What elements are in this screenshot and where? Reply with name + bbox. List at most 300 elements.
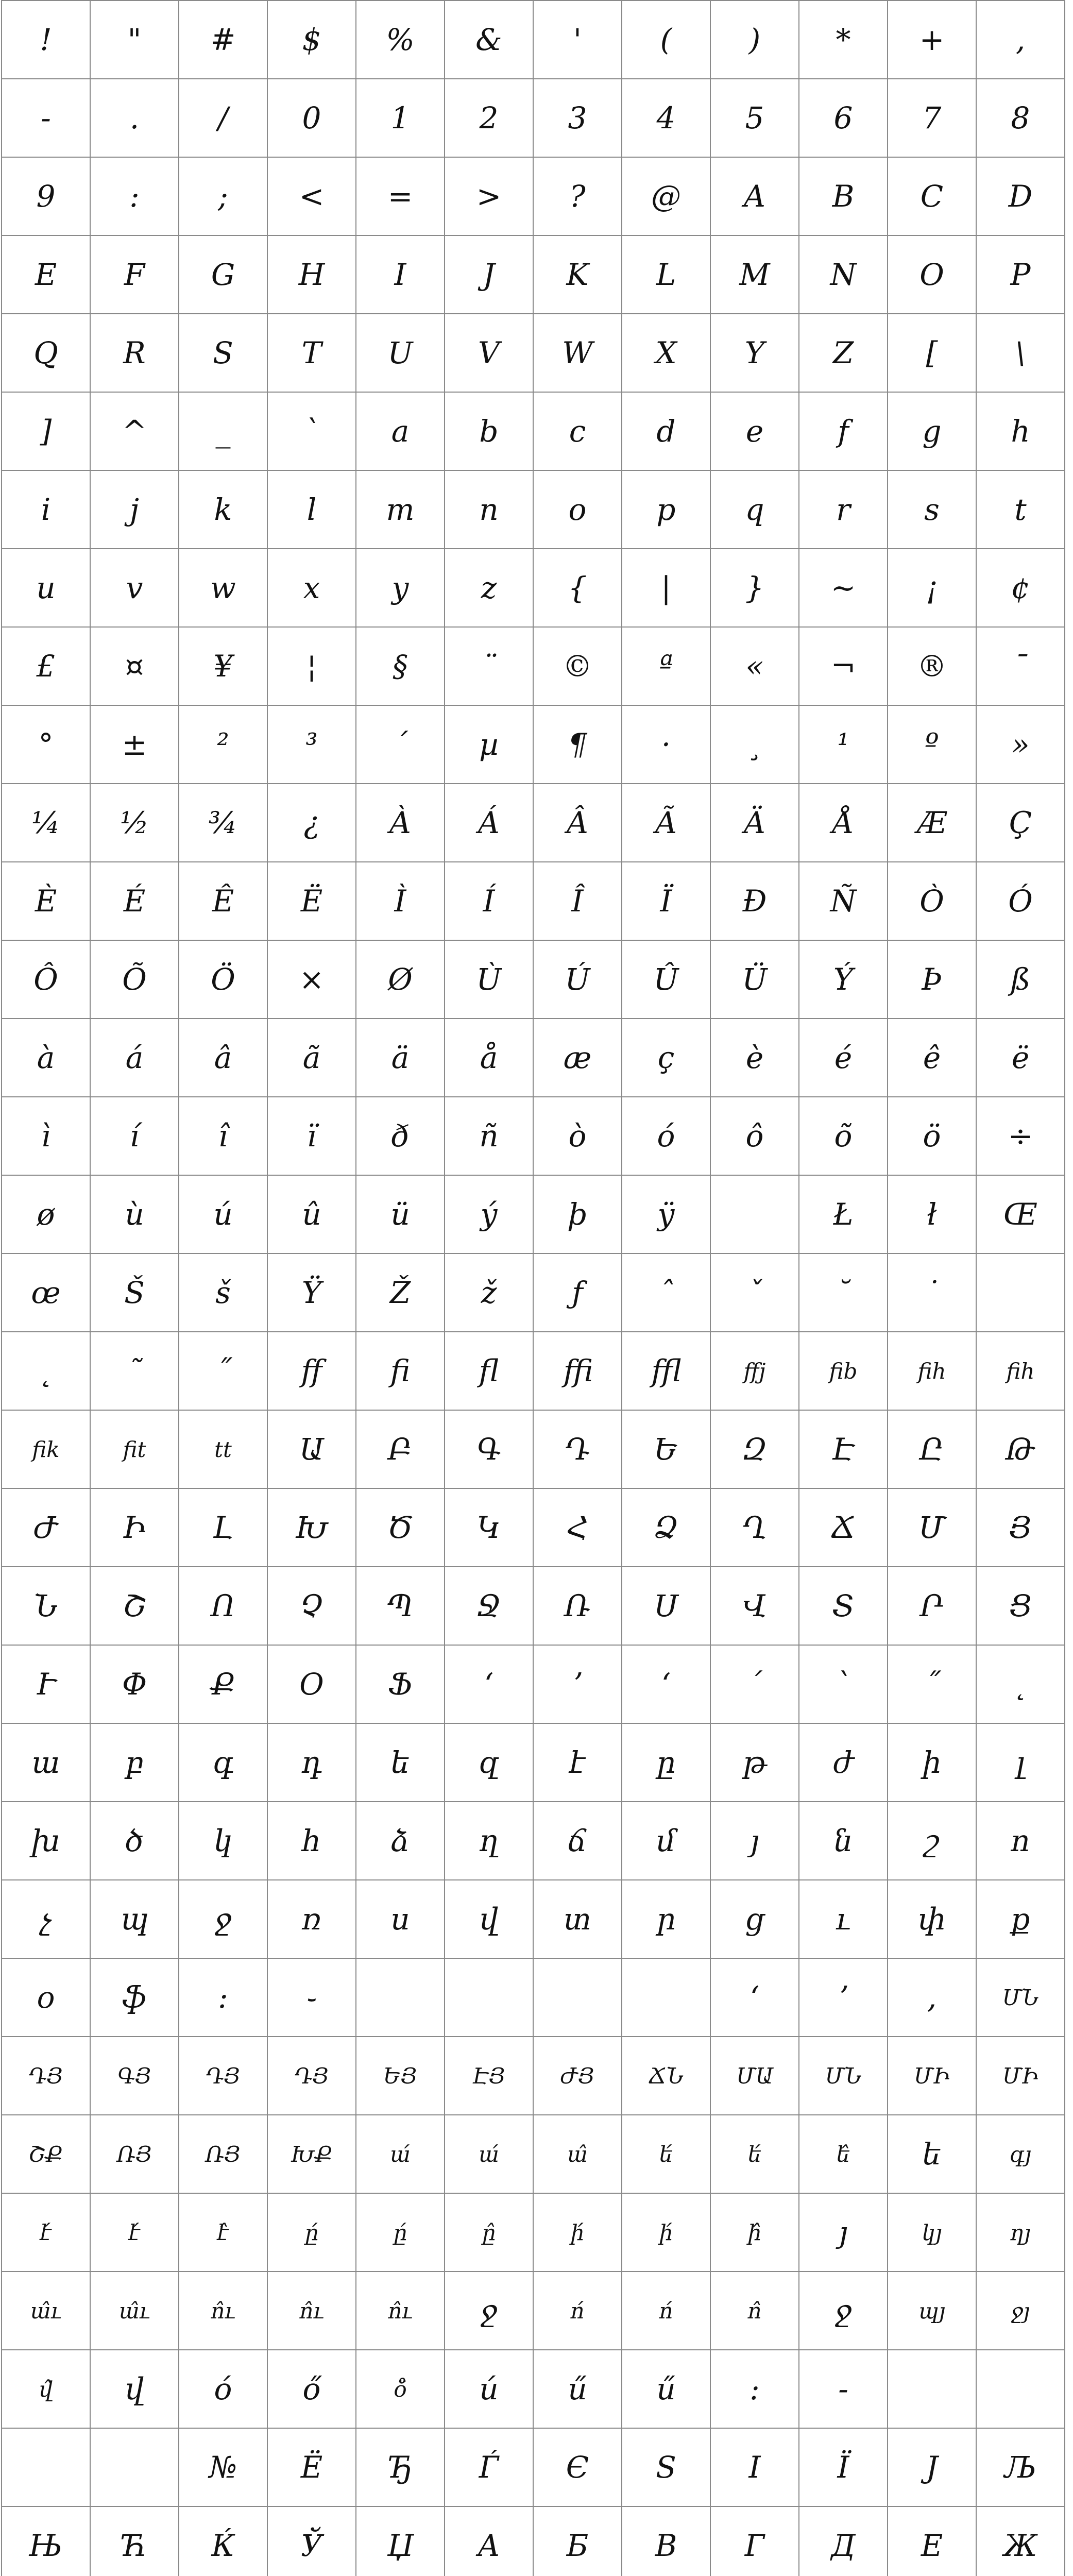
glyph-cell: ˛ [2,1332,91,1411]
glyph-cell: ո̂ւ [268,2272,356,2350]
glyph-cell: à [2,1019,91,1097]
glyph-cell: ղ [445,1802,534,1880]
glyph-cell [91,2429,179,2507]
glyph-cell: ն [799,1802,888,1880]
glyph-cell: Ë [268,862,356,941]
glyph-cell: ծ [91,1802,179,1880]
glyph-cell: № [179,2429,268,2507]
glyph-cell: Ê [179,862,268,941]
glyph-cell: \ [977,314,1065,393]
glyph-cell: S [622,2429,711,2507]
glyph-cell: ] [2,393,91,471]
glyph-cell: Д [799,2507,888,2576]
glyph-cell: ¬ [799,628,888,706]
glyph-cell: Խ [268,1489,356,1567]
glyph-cell: þ [534,1176,622,1254]
glyph-cell: դ [268,1724,356,1802]
glyph-cell: պ [91,1880,179,1959]
glyph-cell: Զ [711,1411,799,1489]
glyph-cell: % [356,1,445,79]
glyph-cell: Ж [977,2507,1065,2576]
glyph-cell: Ї [799,2429,888,2507]
glyph-cell: Բ [356,1411,445,1489]
glyph-cell: È [2,862,91,941]
glyph-cell: ¸ [711,706,799,784]
glyph-cell: ﬁ [356,1332,445,1411]
glyph-cell: s [888,471,977,549]
glyph-cell: բ [91,1724,179,1802]
glyph-cell: ձ [356,1802,445,1880]
glyph-cell: â [179,1019,268,1097]
glyph-cell: Ա [268,1411,356,1489]
glyph-cell: n [445,471,534,549]
glyph-cell: Ä [711,784,799,862]
glyph-cell: ո̂ւ [179,2272,268,2350]
glyph-cell: y [356,549,445,628]
glyph-cell: x [268,549,356,628]
glyph-cell: յ [711,1802,799,1880]
glyph-cell: ² [179,706,268,784]
glyph-cell: [ [888,314,977,393]
glyph-cell: ¢ [977,549,1065,628]
glyph-cell: ã [268,1019,356,1097]
glyph-cell: ` [268,393,356,471]
glyph-cell: ù [91,1176,179,1254]
glyph-cell: Ս [622,1567,711,1646]
glyph-cell: " [91,1,179,79]
glyph-cell: ) [711,1,799,79]
glyph-cell: Գ [445,1411,534,1489]
glyph-cell: Ó [977,862,1065,941]
glyph-cell: յ [799,2194,888,2272]
glyph-cell: ք [977,1880,1065,1959]
glyph-cell: ե́ [622,2115,711,2194]
glyph-cell: I [356,236,445,314]
glyph-cell [888,2350,977,2429]
glyph-cell: é [799,1019,888,1097]
glyph-cell: Œ [977,1176,1065,1254]
glyph-cell: ՇՔ [2,2115,91,2194]
glyph-cell: ԴՅ [268,2037,356,2115]
glyph-cell: Ջ [445,1567,534,1646]
glyph-cell: { [534,549,622,628]
glyph-cell: ^ [91,393,179,471]
glyph-cell: ը́ [356,2194,445,2272]
glyph-cell: Ն [2,1567,91,1646]
glyph-cell: Ò [888,862,977,941]
glyph-cell: ¿ [268,784,356,862]
glyph-cell: å [445,1019,534,1097]
glyph-cell: ű [534,2350,622,2429]
glyph-cell: } [711,549,799,628]
glyph-cell: Ժ [2,1489,91,1567]
glyph-cell: · [622,706,711,784]
glyph-cell: Ђ [356,2429,445,2507]
glyph-cell: Â [534,784,622,862]
glyph-cell: G [179,236,268,314]
glyph-cell: X [622,314,711,393]
glyph-cell: զ [445,1724,534,1802]
glyph-cell: - [2,79,91,158]
glyph-cell: J [445,236,534,314]
glyph-cell: վ̂ [2,2350,91,2429]
glyph-cell: Ë [268,2429,356,2507]
glyph-cell: ʼ [534,1646,622,1724]
glyph-cell: ա̂ւ [91,2272,179,2350]
glyph-cell: շ [888,1802,977,1880]
glyph-cell: ˘ [799,1254,888,1332]
glyph-cell: µ [445,706,534,784]
glyph-cell: Ո [179,1567,268,1646]
glyph-cell: վ [91,2350,179,2429]
glyph-cell: չ [2,1880,91,1959]
glyph-cell: ﬁb [799,1332,888,1411]
glyph-cell: ñ [445,1097,534,1176]
glyph-cell: z [445,549,534,628]
glyph-cell: ( [622,1,711,79]
glyph-cell: ~ [799,549,888,628]
glyph-cell [534,1959,622,2037]
glyph-cell: < [268,158,356,236]
glyph-cell: T [268,314,356,393]
glyph-cell: ա [2,1724,91,1802]
glyph-cell: ԺՅ [534,2037,622,2115]
glyph-cell: - [799,2350,888,2429]
glyph-cell: ø [2,1176,91,1254]
glyph-cell: ջ [179,1880,268,1959]
glyph-cell: ® [888,628,977,706]
glyph-cell: è [711,1019,799,1097]
glyph-cell: ի́ [622,2194,711,2272]
glyph-cell: ﬃ [534,1332,622,1411]
glyph-cell: ջ [445,2272,534,2350]
glyph-cell: է́ [91,2194,179,2272]
glyph-cell: ց [711,1880,799,1959]
glyph-cell: ՄՆ [977,1959,1065,2037]
glyph-cell: ԷՅ [445,2037,534,2115]
glyph-cell: ˆ [622,1254,711,1332]
glyph-cell: | [622,549,711,628]
glyph-cell: Ը [888,1411,977,1489]
glyph-cell: ÿ [622,1176,711,1254]
glyph-cell: ´ [356,706,445,784]
glyph-cell: > [445,158,534,236]
glyph-cell [622,1959,711,2037]
glyph-cell: E [2,236,91,314]
glyph-cell: A [711,158,799,236]
glyph-cell: ¡ [888,549,977,628]
glyph-cell: Վ [711,1567,799,1646]
glyph-cell: M [711,236,799,314]
glyph-cell: ջ [799,2272,888,2350]
glyph-cell: , [888,1959,977,2037]
glyph-cell: ։ [179,1959,268,2037]
glyph-cell: 2 [445,79,534,158]
glyph-cell: ô [711,1097,799,1176]
glyph-cell: ո́ [622,2272,711,2350]
glyph-cell: ԵՅ [356,2037,445,2115]
glyph-cell: , [977,1,1065,79]
glyph-cell: 3 [534,79,622,158]
glyph-cell: օ [2,1959,91,2037]
glyph-cell: Ր [888,1567,977,1646]
glyph-cell: ՄՆ [799,2037,888,2115]
glyph-cell: Њ [2,2507,91,2576]
glyph-cell: Õ [91,941,179,1019]
glyph-cell: ը́ [268,2194,356,2272]
glyph-cell: ¾ [179,784,268,862]
glyph-cell: Ü [711,941,799,1019]
glyph-cell: © [534,628,622,706]
glyph-cell: խ [2,1802,91,1880]
glyph-cell: ﬀj [711,1332,799,1411]
glyph-cell: պյ [888,2272,977,2350]
glyph-cell: : [91,158,179,236]
glyph-cell: ռ [268,1880,356,1959]
glyph-cell: է [534,1724,622,1802]
glyph-cell: ˝ [888,1646,977,1724]
glyph-cell: N [799,236,888,314]
glyph-cell: ! [2,1,91,79]
glyph-cell: ; [179,158,268,236]
glyph-cell: m [356,471,445,549]
glyph-cell: ա́ [356,2115,445,2194]
glyph-cell: º [888,706,977,784]
glyph-cell: Ռ [534,1567,622,1646]
glyph-cell: ¹ [799,706,888,784]
glyph-cell [2,2429,91,2507]
glyph-cell: § [356,628,445,706]
glyph-cell [977,1254,1065,1332]
glyph-cell: ß [977,941,1065,1019]
glyph-cell: 5 [711,79,799,158]
glyph-cell: ʻ [445,1646,534,1724]
glyph-cell: ո [977,1802,1065,1880]
glyph-cell: ë [977,1019,1065,1097]
glyph-cell: ä [356,1019,445,1097]
glyph-cell: ի́ [534,2194,622,2272]
glyph-cell: É [91,862,179,941]
glyph-cell: ե́ [711,2115,799,2194]
glyph-cell: ő [268,2350,356,2429]
glyph-cell: Մ [888,1489,977,1567]
glyph-cell: û [268,1176,356,1254]
glyph-cell: 8 [977,79,1065,158]
glyph-cell: ա́ [445,2115,534,2194]
glyph-cell: Ե [622,1411,711,1489]
glyph-cell: ֊ [268,1959,356,2037]
glyph-cell: ¤ [91,628,179,706]
glyph-cell: » [977,706,1065,784]
glyph-cell: Q [2,314,91,393]
glyph-cell: h [977,393,1065,471]
glyph-cell: է́ [2,2194,91,2272]
glyph-cell: ﬀ [268,1332,356,1411]
glyph-cell: a [356,393,445,471]
glyph-cell: ö [888,1097,977,1176]
glyph-cell: ﬂ [445,1332,534,1411]
glyph-cell: ¼ [2,784,91,862]
glyph-cell: ղյ [977,2194,1065,2272]
glyph-cell: š [179,1254,268,1332]
glyph-cell: Z [799,314,888,393]
glyph-cell: À [356,784,445,862]
glyph-cell: Ղ [711,1489,799,1567]
glyph-cell: ï [268,1097,356,1176]
glyph-cell: ե [888,2115,977,2194]
glyph-cell: Ì [356,862,445,941]
glyph-cell: ÷ [977,1097,1065,1176]
glyph-cell: Փ [91,1646,179,1724]
glyph-cell: ո́ [534,2272,622,2350]
glyph-cell: f [799,393,888,471]
glyph-cell: ՃՆ [622,2037,711,2115]
glyph-cell: ﬁk [2,1411,91,1489]
glyph-cell: Ł [799,1176,888,1254]
glyph-cell: ú [179,1176,268,1254]
glyph-cell: K [534,236,622,314]
glyph-cell: ﬁt [91,1411,179,1489]
glyph-cell: R [91,314,179,393]
glyph-cell: + [888,1,977,79]
glyph-cell: գյ [977,2115,1065,2194]
glyph-cell: ¯ [977,628,1065,706]
glyph-cell: հ [268,1802,356,1880]
glyph-cell: 7 [888,79,977,158]
glyph-cell: ե [356,1724,445,1802]
glyph-cell: ը [622,1724,711,1802]
glyph-cell: v [91,549,179,628]
glyph-cell: ¨ [445,628,534,706]
glyph-cell: O [888,236,977,314]
glyph-cell: ա̂ [534,2115,622,2194]
glyph-cell: J [888,2429,977,2507]
glyph-cell: Ծ [356,1489,445,1567]
glyph-cell: Ù [445,941,534,1019]
glyph-cell: V [445,314,534,393]
glyph-cell: ł [888,1176,977,1254]
glyph-cell: Ց [977,1567,1065,1646]
glyph-cell: k [179,471,268,549]
glyph-cell: Џ [356,2507,445,2576]
glyph-cell: Է [799,1411,888,1489]
glyph-cell: ո̂ [711,2272,799,2350]
glyph-cell: W [534,314,622,393]
glyph-cell: ½ [91,784,179,862]
glyph-cell: L [622,236,711,314]
glyph-cell: ԴՅ [179,2037,268,2115]
glyph-cell: ' [534,1,622,79]
glyph-cell: ý [445,1176,534,1254]
glyph-cell: l [268,471,356,549]
glyph-cell: Յ [977,1489,1065,1567]
glyph-cell: 1 [356,79,445,158]
glyph-cell: Շ [91,1567,179,1646]
glyph-cell: d [622,393,711,471]
glyph-cell: ճ [534,1802,622,1880]
glyph-cell: = [356,158,445,236]
glyph-cell: ª [622,628,711,706]
glyph-cell: թ [711,1724,799,1802]
glyph-cell: Í [445,862,534,941]
glyph-cell: P [977,236,1065,314]
glyph-cell: ú [445,2350,534,2429]
glyph-cell: Ў [268,2507,356,2576]
glyph-cell: Ձ [622,1489,711,1567]
glyph-cell: ը̂ [445,2194,534,2272]
glyph-cell: : [711,2350,799,2429]
glyph-cell: ˜ [91,1332,179,1411]
glyph-cell: p [622,471,711,549]
glyph-cell: I [711,2429,799,2507]
glyph-cell: r [799,471,888,549]
glyph-cell: g [888,393,977,471]
glyph-cell: Ç [977,784,1065,862]
glyph-cell: Ž [356,1254,445,1332]
glyph-cell: î [179,1097,268,1176]
glyph-cell: £ [2,628,91,706]
glyph-cell: # [179,1,268,79]
glyph-cell: ջյ [977,2272,1065,2350]
glyph-cell: Y [711,314,799,393]
glyph-cell: Á [445,784,534,862]
glyph-cell: tt [179,1411,268,1489]
glyph-cell: o [534,471,622,549]
glyph-chart-grid [1,0,1065,2576]
glyph-cell: ê [888,1019,977,1097]
glyph-cell: B [799,158,888,236]
glyph-cell: Е [888,2507,977,2576]
glyph-cell: Ի [91,1489,179,1567]
glyph-cell: ՄԱ [711,2037,799,2115]
glyph-cell: ս [356,1880,445,1959]
glyph-cell: ﬁh [977,1332,1065,1411]
glyph-cell: ր [622,1880,711,1959]
glyph-cell: Ֆ [356,1646,445,1724]
glyph-cell: ֆ [91,1959,179,2037]
glyph-cell: ԽՔ [268,2115,356,2194]
glyph-cell: Թ [977,1411,1065,1489]
glyph-cell: գ [179,1724,268,1802]
glyph-cell: ó [622,1097,711,1176]
glyph-cell: А [445,2507,534,2576]
glyph-cell: H [268,236,356,314]
glyph-cell: ò [534,1097,622,1176]
glyph-cell: ° [2,706,91,784]
glyph-cell: ð [356,1097,445,1176]
glyph-cell: ¥ [179,628,268,706]
glyph-cell: i [2,471,91,549]
glyph-cell: փ [888,1880,977,1959]
glyph-cell: ö̊ [356,2350,445,2429]
glyph-cell: ˇ [711,1254,799,1332]
glyph-cell: ± [91,706,179,784]
glyph-cell: ˙ [888,1254,977,1332]
glyph-cell: ˝ [179,1332,268,1411]
glyph-cell: 0 [268,79,356,158]
glyph-cell: ՄԻ [977,2037,1065,2115]
glyph-cell: Կ [445,1489,534,1567]
glyph-cell: ? [534,158,622,236]
glyph-cell: ¶ [534,706,622,784]
glyph-cell: ü [356,1176,445,1254]
glyph-cell: D [977,158,1065,236]
glyph-cell: Љ [977,2429,1065,2507]
glyph-cell: . [91,79,179,158]
glyph-cell: Ï [622,862,711,941]
glyph-cell: կյ [888,2194,977,2272]
glyph-cell: ԳՅ [91,2037,179,2115]
